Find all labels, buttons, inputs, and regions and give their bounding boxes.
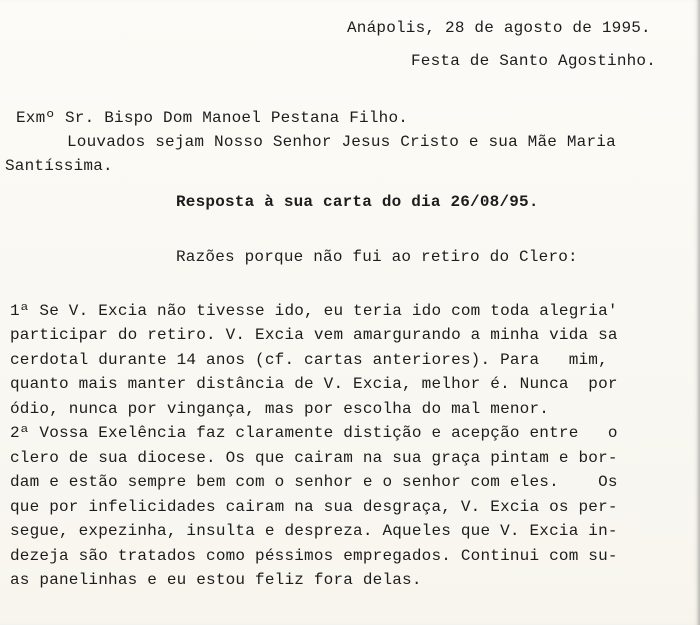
body-line: 1ª Se V. Excia não tivesse ido, eu teria ido com toda alegria' xyxy=(10,302,618,320)
body-line: que por infelicidades cairam na sua desgraça, V. Excia os per- xyxy=(10,498,618,516)
reasons-heading: Razões porque não fui ao retiro do Clero: xyxy=(176,248,578,266)
body-line: cerdotal durante 14 anos (cf. cartas anteriores). Para mim, xyxy=(10,351,608,369)
body-line: ódio, nunca por vingança, mas por escolha do mal menor. xyxy=(10,400,550,418)
page-edge-shadow xyxy=(696,0,700,625)
greeting-line-1: Louvados sejam Nosso Senhor Jesus Cristo e sua Mãe Maria xyxy=(67,133,616,151)
body-line: 2ª Vossa Exelência faz claramente distição e acepção entre o xyxy=(10,424,618,442)
body-line: as panelinhas e eu estou feliz fora delas. xyxy=(10,571,422,589)
body-line: quanto mais manter distância de V. Excia, melhor é. Nunca por xyxy=(10,375,618,393)
date-line: Anápolis, 28 de agosto de 1995. xyxy=(347,19,651,37)
body-line: dam e estão sempre bem com o senhor e o senhor com eles. Os xyxy=(10,473,618,491)
body-line: dezeja são tratados como péssimos empregados. Continui com su- xyxy=(10,547,618,565)
body-line: segue, expezinha, insulta e despreza. Aqueles que V. Excia in- xyxy=(10,522,618,540)
addressee: Exmº Sr. Bispo Dom Manoel Pestana Filho. xyxy=(16,109,409,127)
greeting-line-2: Santíssima. xyxy=(5,157,113,175)
body-line: clero de sua diocese. Os que cairam na sua graça pintam e bor- xyxy=(10,449,618,467)
feast-line: Festa de Santo Agostinho. xyxy=(411,52,657,70)
subject-line: Resposta à sua carta do dia 26/08/95. xyxy=(176,193,539,211)
body-line: participar do retiro. V. Excia vem amargurando a minha vida sa xyxy=(10,326,618,344)
